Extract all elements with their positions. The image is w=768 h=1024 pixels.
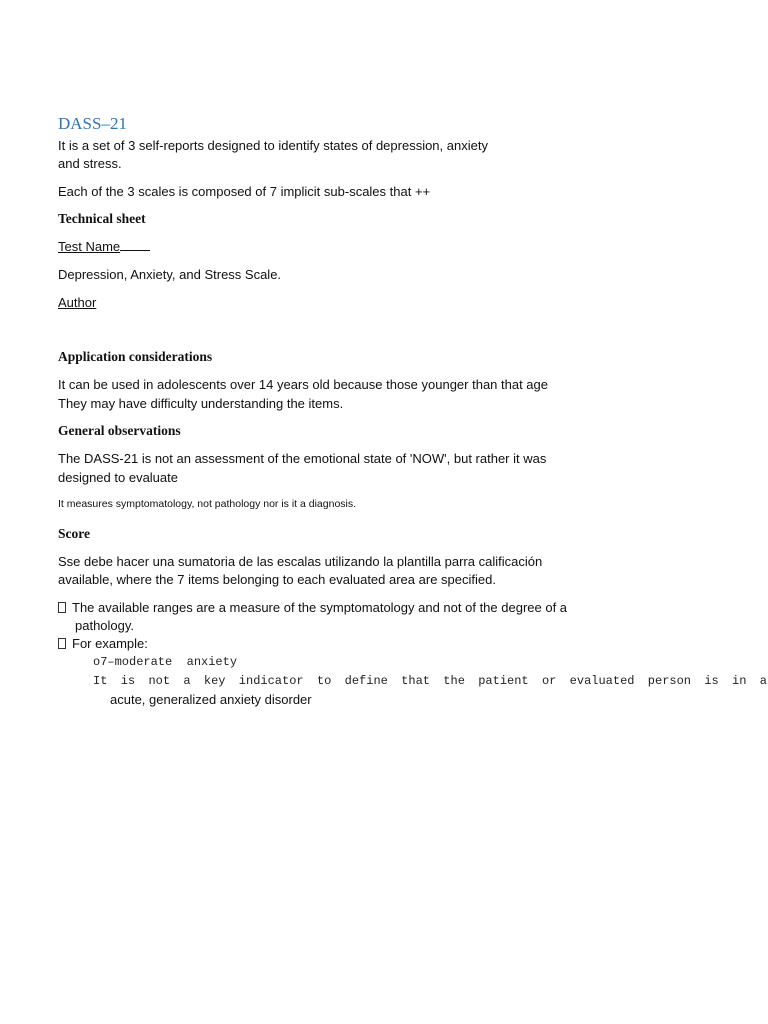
example-word: not	[148, 674, 171, 688]
example-word: define	[344, 674, 388, 688]
test-name-underline	[120, 238, 150, 251]
test-name-value: Depression, Anxiety, and Stress Scale.	[58, 267, 282, 282]
example-line-2	[93, 673, 767, 689]
example-word: is	[120, 674, 136, 688]
application-line-2: They may have difficulty understanding the items.	[58, 396, 344, 411]
example-word: indicator	[238, 674, 304, 688]
document-title: DASS–21	[58, 114, 127, 133]
application-heading: Application considerations	[58, 349, 213, 364]
intro-line-2: and stress.	[58, 156, 122, 171]
test-name-label-text: Test Name	[58, 239, 121, 254]
general-note: It measures symptomatology, not pathology nor is it a diagnosis.	[58, 498, 357, 510]
bullet-box-icon	[58, 602, 66, 613]
test-name-label	[58, 238, 150, 256]
example-word: a	[183, 674, 191, 688]
example-word: It	[93, 674, 108, 688]
example-word: to	[316, 674, 332, 688]
scales-description: Each of the 3 scales is composed of 7 implicit sub-scales that ++	[58, 184, 431, 199]
score-line-2: available, where the 7 items belonging to each evaluated area are specified.	[58, 572, 496, 587]
general-line-1: The DASS-21 is not an assessment of the emotional state of 'NOW', but rather it was	[58, 451, 547, 466]
bullet-example	[58, 635, 148, 653]
score-line-1: Sse debe hacer una sumatoria de las escalas utilizando la plantilla parra calificación	[58, 554, 543, 569]
example-word: the	[443, 674, 465, 688]
example-word: patient	[478, 674, 529, 688]
example-line-3: acute, generalized anxiety disorder	[110, 692, 312, 707]
example-word: that	[401, 674, 430, 688]
general-line-2: designed to evaluate	[58, 470, 178, 485]
application-line-1: It can be used in adolescents over 14 years old because those younger than that age	[58, 377, 549, 392]
bullet-example-text: For example:	[72, 636, 148, 651]
example-word: is	[704, 674, 719, 688]
example-word: evaluated	[569, 674, 635, 688]
example-word: key	[203, 674, 226, 688]
bullet-ranges	[58, 599, 567, 617]
technical-sheet-heading: Technical sheet	[58, 211, 146, 226]
bullet-box-icon	[58, 638, 66, 649]
general-observations-heading: General observations	[58, 423, 181, 438]
bullet-ranges-continued: pathology.	[75, 618, 135, 633]
example-word: a	[759, 674, 767, 688]
bullet-ranges-text: The available ranges are a measure of the symptomatology and not of the degree of a	[72, 600, 568, 615]
author-label: Author	[58, 295, 97, 310]
example-word: or	[541, 674, 557, 688]
example-word: in	[732, 674, 747, 688]
example-word: person	[647, 674, 692, 688]
score-heading: Score	[58, 526, 90, 541]
intro-line-1: It is a set of 3 self-reports designed to identify states of depression, anxiety	[58, 138, 488, 153]
example-line-1: o7–moderate anxiety	[93, 655, 238, 669]
